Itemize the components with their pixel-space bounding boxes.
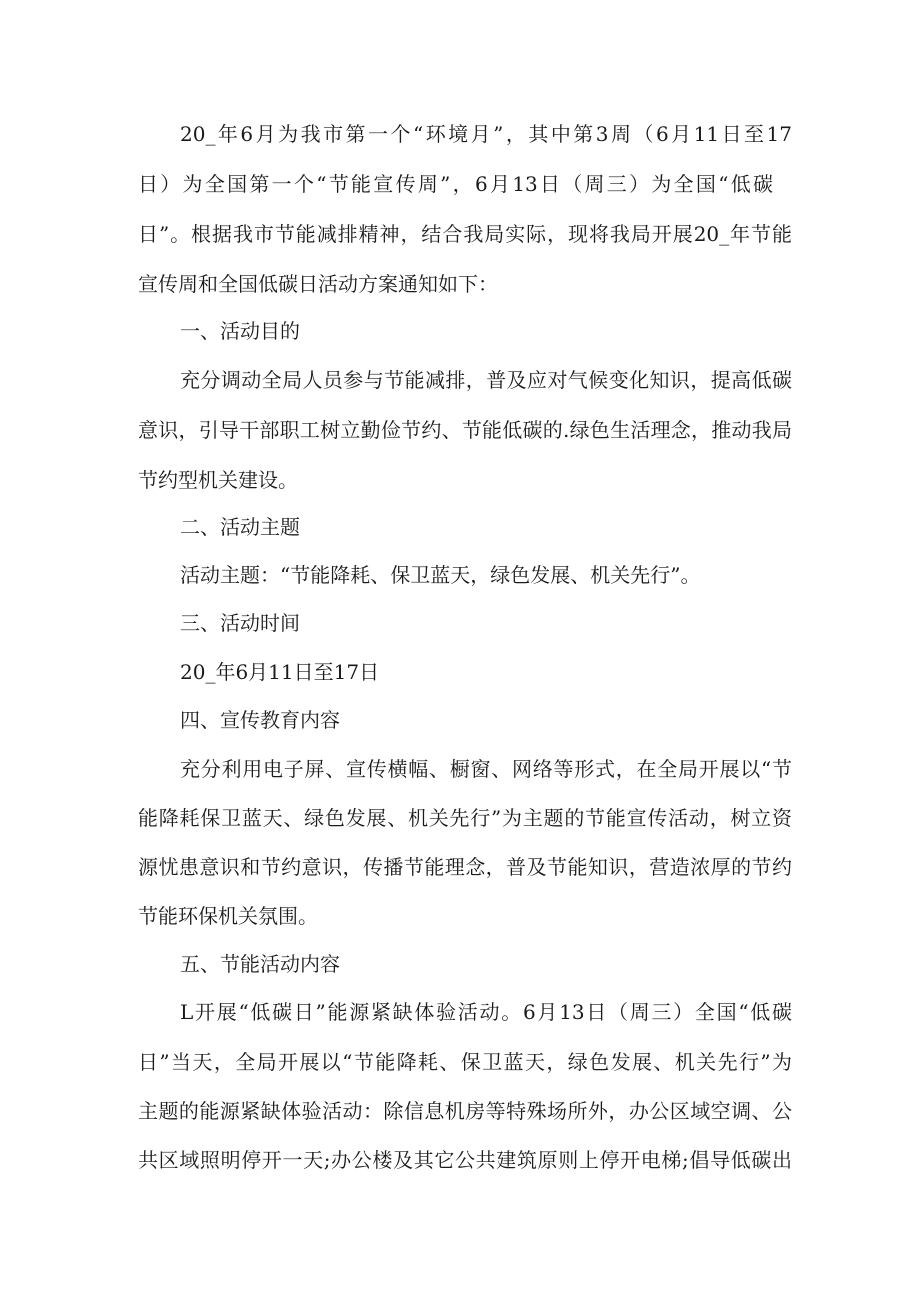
theme-line: 活动主题：“节能降耗、保卫蓝天，绿色发展、机关先行”。 [180, 563, 701, 587]
purpose-line-3: 节约型机关建设。 [138, 468, 298, 492]
intro-line-4: 宣传周和全国低碳日活动方案通知如下： [138, 272, 498, 296]
education-line-2: 能降耗保卫蓝天、绿色发展、机关先行”为主题的节能宣传活动，树立资 [138, 806, 792, 830]
activities-line-4: 共区域照明停开一天;办公楼及其它公共建筑原则上停开电梯;倡导低碳出 [138, 1148, 792, 1172]
education-line-4: 节能环保机关氛围。 [138, 904, 318, 928]
section-heading-education: 四、宣传教育内容 [180, 708, 340, 732]
section-heading-activities: 五、节能活动内容 [180, 952, 340, 976]
activities-line-2: 日”当天，全局开展以“节能降耗、保卫蓝天，绿色发展、机关先行”为 [138, 1050, 792, 1074]
section-heading-purpose: 一、活动目的 [180, 319, 300, 343]
section-heading-theme: 二、活动主题 [180, 515, 300, 539]
intro-line-2: 日）为全国第一个“节能宣传周”，6月13日（周三）为全国“低碳 [138, 172, 773, 196]
activities-line-1: L开展“低碳日”能源紧缺体验活动。6月13日（周三）全国“低碳 [180, 1000, 792, 1024]
purpose-line-1: 充分调动全局人员参与节能减排，普及应对气候变化知识，提高低碳 [180, 368, 792, 392]
intro-line-1: 20_年6月为我市第一个“环境月”，其中第3周（6月11日至17 [180, 122, 792, 146]
intro-line-3: 日”。根据我市节能减排精神，结合我局实际，现将我局开展20_年节能 [138, 222, 792, 246]
purpose-line-2: 意识，引导干部职工树立勤俭节约、节能低碳的.绿色生活理念，推动我局 [138, 418, 792, 442]
education-line-1: 充分利用电子屏、宣传横幅、橱窗、网络等形式，在全局开展以“节 [180, 757, 792, 781]
education-line-3: 源忧患意识和节约意识，传播节能理念，普及节能知识，营造浓厚的节约 [138, 855, 792, 879]
activities-line-3: 主题的能源紧缺体验活动：除信息机房等特殊场所外，办公区域空调、公 [138, 1099, 792, 1123]
time-line: 20_年6月11日至17日 [180, 660, 380, 684]
section-heading-time: 三、活动时间 [180, 611, 300, 635]
